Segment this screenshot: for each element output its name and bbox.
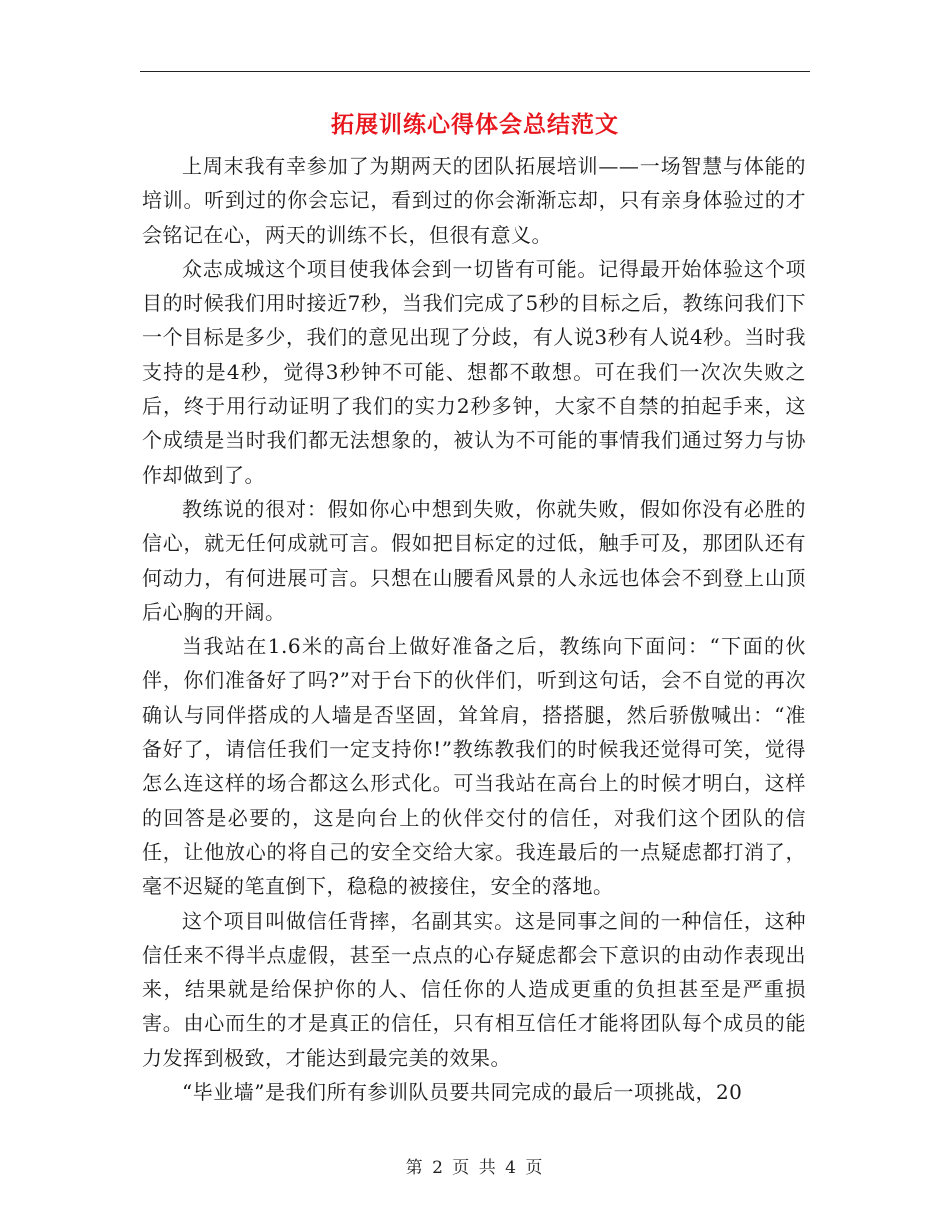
paragraph: 当我站在1.6米的高台上做好准备之后，教练向下面问：“下面的伙伴，你们准备好了吗?”对于台下的伙伴们，听到这句话，会不自觉的再次确认与同伴搭成的人墙是否坚固，耸耸肩，搭搭腿，然后骄傲喊出：“准备好了，请信任我们一定支持你!”教练教我们的时候我还觉得可笑，觉得怎么连这样的场合都这么形式化。可当我站在高台上的时候才明白，这样的回答是必要的，这是向台上的伙伴交付的信任，对我们这个团队的信任，让他放心的将自己的安全交给大家。我连最后的一点疑虑都打消了，毫不迟疑的笔直倒下，稳稳的被接住，安全的落地。 [142, 634, 806, 899]
paragraph: 众志成城这个项目使我体会到一切皆有可能。记得最开始体验这个项目的时候我们用时接近7秒，当我们完成了5秒的目标之后，教练问我们下一个目标是多少，我们的意见出现了分歧，有人说3秒有人说4秒。当时我支持的是4秒，觉得3秒钟不可能、想都不敢想。可在我们一次次失败之后，终于用行动证明了我们的实力2秒多钟，大家不自禁的拍起手来，这个成绩是当时我们都无法想象的，被认为不可能的事情我们通过努力与协作却做到了。 [142, 256, 806, 487]
paragraph: 教练说的很对：假如你心中想到失败，你就失败，假如你没有必胜的信心，就无任何成就可言。假如把目标定的过低，触手可及，那团队还有何动力，有何进展可言。只想在山腰看风景的人永远也体会不到登上山顶后心胸的开阔。 [142, 496, 806, 624]
document-body [142, 149, 806, 1109]
page-number-footer: 第 2 页 共 4 页 [405, 1158, 545, 1178]
paragraph: 这个项目叫做信任背摔，名副其实。这是同事之间的一种信任，这种信任来不得半点虚假，甚至一点点的心存疑虑都会下意识的由动作表现出来，结果就是给保护你的人、信任你的人造成更重的负担甚至是严重损害。由心而生的才是真正的信任，只有相互信任才能将团队每个成员的能力发挥到极致，才能达到最完美的效果。 [142, 908, 806, 1070]
paragraph: “毕业墙”是我们所有参训队员要共同完成的最后一项挑战，20 [182, 1080, 743, 1105]
header-rule [140, 71, 810, 72]
paragraph: 上周末我有幸参加了为期两天的团队拓展培训——一场智慧与体能的培训。听到过的你会忘记，看到过的你会渐渐忘却，只有亲身体验过的才会铭记在心，两天的训练不长，但很有意义。 [142, 154, 806, 247]
document-title: 拓展训练心得体会总结范文 [331, 111, 619, 138]
